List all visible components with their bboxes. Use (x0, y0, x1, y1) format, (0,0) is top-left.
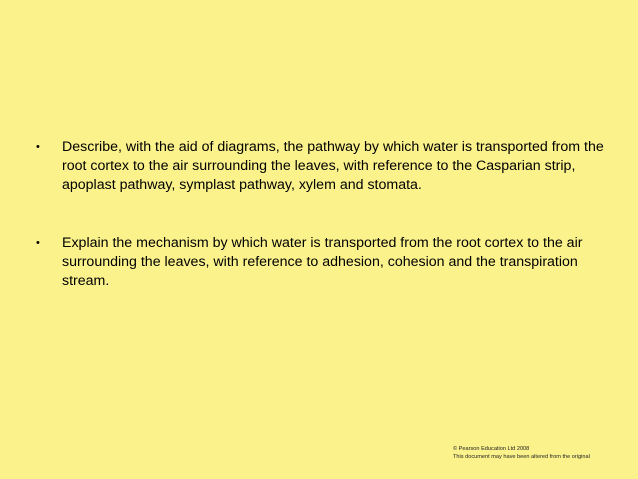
bullet-item-describe (36, 138, 616, 196)
copyright-text: © Pearson Education Ltd 2008 (453, 446, 530, 452)
copyright-footer (453, 445, 590, 461)
bullet-item-explain (36, 234, 616, 292)
bullet-text: Explain the mechanism by which water is transported from the root cortex to the air surrounding the leaves, with reference to adhesion, cohesion and the transpiration stream. (62, 234, 583, 290)
alteration-notice: This document may have been altered from the original (453, 454, 590, 460)
bullet-marker: • (36, 141, 40, 153)
bullet-marker: • (36, 236, 40, 249)
bullet-text: Describe, with the aid of diagrams, the pathway by which water is transported from the root cortex to the air surrounding the leaves, with reference to the Casparian strip, apoplast pathway, symplast pathway, xylem and stomata. (62, 139, 604, 194)
bullet-list (36, 138, 616, 291)
